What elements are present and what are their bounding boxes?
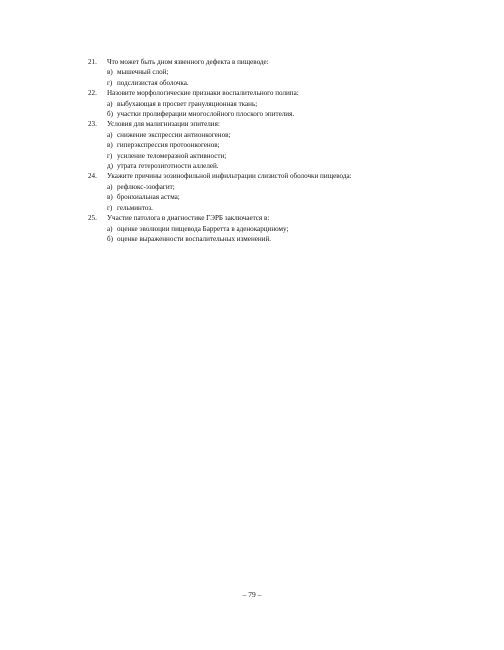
option-text: участки пролиферации многослойного плоского эпителия. bbox=[117, 110, 295, 119]
question-25 bbox=[88, 213, 428, 223]
question-text: Укажите причины эозинофильной инфильтрации слизистой оболочки пищевода: bbox=[107, 172, 352, 181]
question-24 bbox=[88, 171, 428, 181]
question-number: 23. bbox=[88, 120, 97, 129]
answer-option bbox=[88, 67, 428, 77]
answer-option bbox=[88, 203, 428, 213]
answer-option bbox=[88, 109, 428, 119]
option-letter: в) bbox=[107, 68, 113, 77]
question-text: Условия для малигнизации эпителия: bbox=[107, 120, 220, 129]
question-21 bbox=[88, 57, 428, 67]
question-22 bbox=[88, 88, 428, 98]
option-text: бронхиальная астма; bbox=[117, 193, 180, 202]
option-letter: б) bbox=[107, 110, 113, 119]
option-text: оценке эволюции пищевода Барретта в аденокарциному; bbox=[117, 224, 289, 233]
option-text: выбухающая в просвет грануляционная ткань; bbox=[117, 99, 258, 108]
answer-option bbox=[88, 130, 428, 140]
option-text: оценке выраженности воспалительных изменений. bbox=[117, 234, 272, 243]
question-number: 22. bbox=[88, 89, 97, 98]
question-number: 25. bbox=[88, 214, 97, 223]
question-number: 21. bbox=[88, 58, 97, 66]
question-text: Назовите морфологические признаки воспалительного полипа: bbox=[107, 89, 299, 98]
answer-option bbox=[88, 182, 428, 192]
answer-option bbox=[88, 78, 428, 88]
answer-option bbox=[88, 224, 428, 234]
page-number: – 79 – bbox=[242, 590, 262, 599]
option-text: гиперэкспрессия протоонкогенов; bbox=[117, 141, 220, 150]
option-text: подслизистая оболочка. bbox=[117, 78, 189, 87]
option-letter: а) bbox=[107, 130, 113, 139]
option-letter: а) bbox=[107, 224, 113, 233]
option-text: снижение экспрессии антионкогенов; bbox=[117, 130, 231, 139]
option-letter: а) bbox=[107, 182, 113, 191]
option-letter: г) bbox=[107, 203, 113, 212]
option-text: усиление теломеразной активности; bbox=[117, 151, 227, 160]
question-list bbox=[88, 57, 428, 244]
option-letter: г) bbox=[107, 151, 113, 160]
option-letter: а) bbox=[107, 99, 113, 108]
option-letter: в) bbox=[107, 141, 113, 150]
question-text: Что может быть дном язвенного дефекта в пищеводе: bbox=[107, 58, 269, 66]
option-letter: в) bbox=[107, 193, 113, 202]
option-letter: г) bbox=[107, 78, 113, 87]
option-text: гельминтоз. bbox=[117, 203, 153, 212]
option-text: мышечный слой; bbox=[117, 68, 169, 77]
option-text: рефлюкс-эзофагит; bbox=[117, 182, 175, 191]
answer-option bbox=[88, 99, 428, 109]
question-number: 24. bbox=[88, 172, 97, 181]
question-23 bbox=[88, 119, 428, 129]
option-letter: д) bbox=[107, 162, 113, 171]
answer-option bbox=[88, 161, 428, 171]
answer-option bbox=[88, 140, 428, 150]
answer-option bbox=[88, 234, 428, 244]
answer-option bbox=[88, 151, 428, 161]
option-letter: б) bbox=[107, 234, 113, 243]
question-text: Участие патолога в диагностике ГЭРБ заключается в: bbox=[107, 214, 270, 223]
option-text: утрата гетерозиготности аллелей. bbox=[117, 162, 219, 171]
answer-option bbox=[88, 192, 428, 202]
